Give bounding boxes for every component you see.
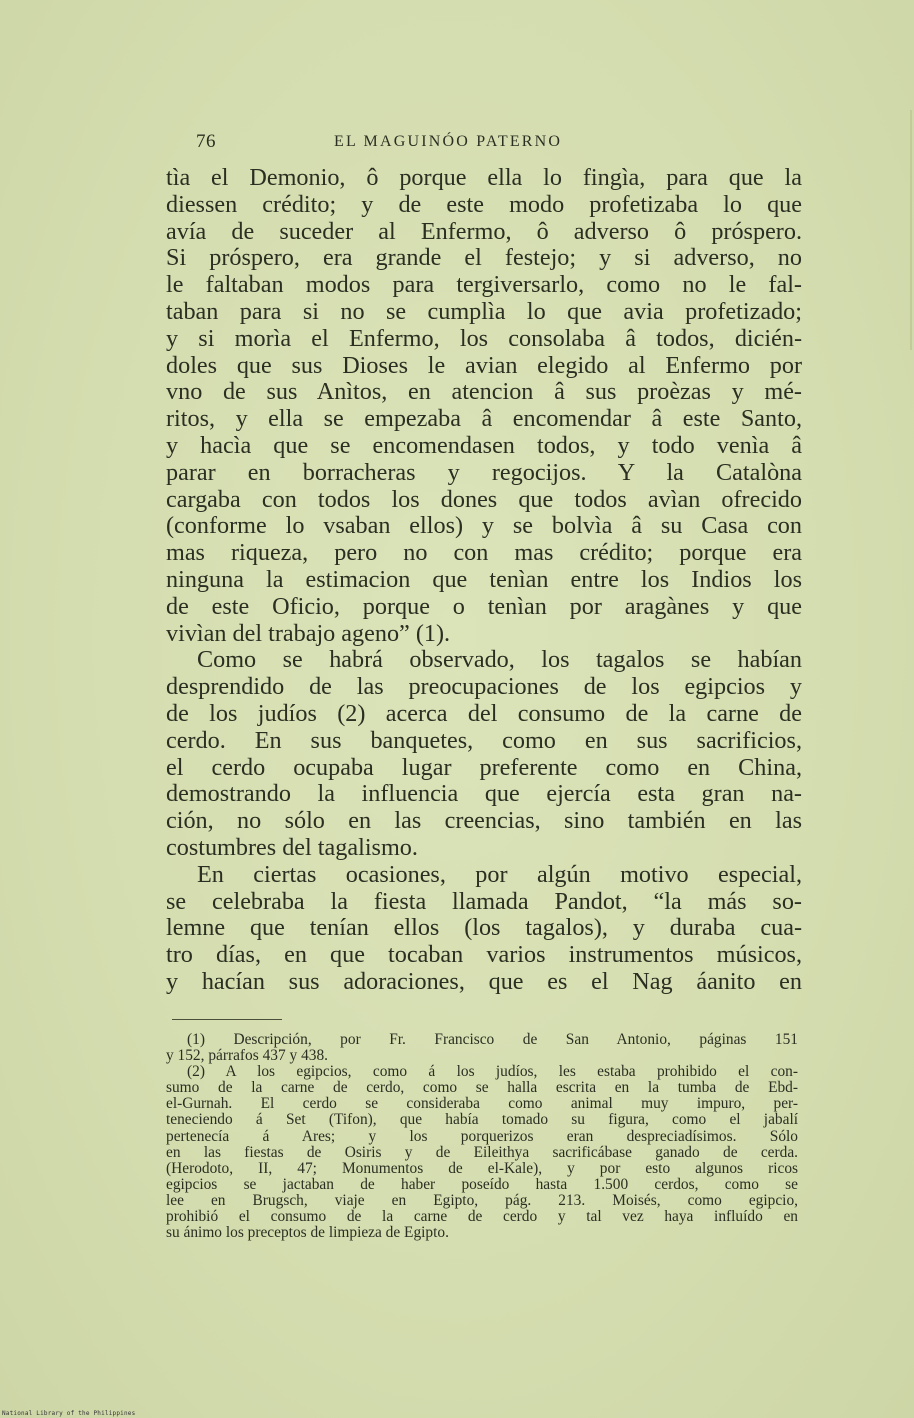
footnote-line: (1) Descripción, por Fr. Francisco de San Antonio, páginas 151 <box>187 1031 798 1048</box>
text-line: tro días, en que tocaban varios instrumentos músicos, <box>166 941 802 969</box>
text-line: y hacían sus adoraciones, que es el Nag áanito en <box>166 967 802 995</box>
library-credit: National Library of the Philippines <box>2 1410 136 1417</box>
text-line: y hacìa que se encomendasen todos, y todo venìa â <box>166 431 802 459</box>
text-line: desprendido de las preocupaciones de los egipcios y <box>166 673 802 701</box>
text-line: cargaba con todos los dones que todos avìan ofrecido <box>166 485 802 513</box>
text-line: diessen crédito; y de este modo profetizaba lo que <box>166 190 802 218</box>
text-line: ninguna la estimacion que tenìan entre los Indios los <box>166 565 802 593</box>
main-text <box>166 165 802 996</box>
footnotes <box>166 1032 798 1241</box>
text-line: mas riqueza, pero no con mas crédito; porque era <box>166 539 802 567</box>
page-number: 76 <box>196 131 216 152</box>
text-line: tìa el Demonio, ô porque ella lo fingìa, para que la <box>166 164 802 191</box>
text-line: cerdo. En sus banquetes, como en sus sacrificios, <box>166 726 802 754</box>
text-line: Como se habrá observado, los tagalos se habían <box>197 646 802 674</box>
text-line: Si próspero, era grande el festejo; y si adverso, no <box>166 244 802 272</box>
text-line: vivìan del trabajo ageno” (1). <box>166 619 451 647</box>
footnote-line: su ánimo los preceptos de limpieza de Egipto. <box>166 1224 449 1242</box>
text-line: costumbres del tagalismo. <box>166 833 418 861</box>
footnote-line: y 152, párrafos 437 y 438. <box>166 1047 328 1065</box>
footnote-line: egipcios se jactaban de haber poseído hasta 1.500 cerdos, como se <box>166 1175 798 1193</box>
text-line: avía de suceder al Enfermo, ô adverso ô próspero. <box>166 217 802 245</box>
footnote-line: el-Gurnah. El cerdo se consideraba como animal muy impuro, per- <box>166 1095 798 1113</box>
text-line: parar en borracheras y regocijos. Y la Catalòna <box>166 458 802 486</box>
footnote-line: (2) A los egipcios, como á los judíos, les estaba prohibido el con- <box>187 1063 798 1081</box>
text-line: En ciertas ocasiones, por algún motivo especial, <box>197 860 802 888</box>
footnote-line: lee en Brugsch, viaje en Egipto, pág. 213. Moisés, como egipcio, <box>166 1191 798 1209</box>
footnote-rule <box>172 1019 282 1020</box>
footnote-line: en las fiestas de Osiris y de Eileithya sacrificábase ganado de cerda. <box>166 1143 798 1161</box>
text-line: de este Oficio, porque o tenìan por aragànes y que <box>166 592 802 620</box>
text-line: lemne que tenían ellos (los tagalos), y duraba cua- <box>166 914 802 942</box>
footnote-line: (Herodoto, II, 47; Monumentos de el-Kale), y por esto algunos ricos <box>166 1159 798 1177</box>
page-header <box>166 131 802 157</box>
text-line: de los judíos (2) acerca del consumo de la carne de <box>166 699 802 727</box>
footnote-line: teneciendo á Set (Tifon), que había tomado su figura, como el jabalí <box>166 1111 798 1129</box>
text-line: le faltaban modos para tergiversarlo, como no le fal- <box>166 271 802 299</box>
text-line: doles que sus Dioses le avian elegido al Enfermo por <box>166 351 802 379</box>
footnote-line: prohibió el consumo de la carne de cerdo y tal vez haya influído en <box>166 1208 798 1226</box>
text-line: y si morìa el Enfermo, los consolaba â todos, dicién- <box>166 324 802 352</box>
footnote-line: sumo de la carne de cerdo, como se halla escrita en la tumba de Ebd- <box>166 1079 798 1097</box>
text-line: ción, no sólo en las creencias, sino también en las <box>166 807 802 835</box>
running-title: EL MAGUINÓO PATERNO <box>334 133 563 150</box>
text-line: vno de sus Anìtos, en atencion â sus proèzas y mé- <box>166 378 802 406</box>
text-line: se celebraba la fiesta llamada Pandot, “la más so- <box>166 887 802 915</box>
page-edge-shadow <box>910 110 912 350</box>
text-line: (conforme lo vsaban ellos) y se bolvìa â su Casa con <box>166 512 802 540</box>
text-line: taban para si no se cumplìa lo que avia profetizado; <box>166 297 802 325</box>
text-line: el cerdo ocupaba lugar preferente como en China, <box>166 753 802 781</box>
footnote-line: pertenecía á Ares; y los porquerizos eran despreciadísimos. Sólo <box>166 1127 798 1145</box>
text-line: ritos, y ella se empezaba â encomendar â este Santo, <box>166 405 802 433</box>
text-line: demostrando la influencia que ejercía esta gran na- <box>166 780 802 808</box>
